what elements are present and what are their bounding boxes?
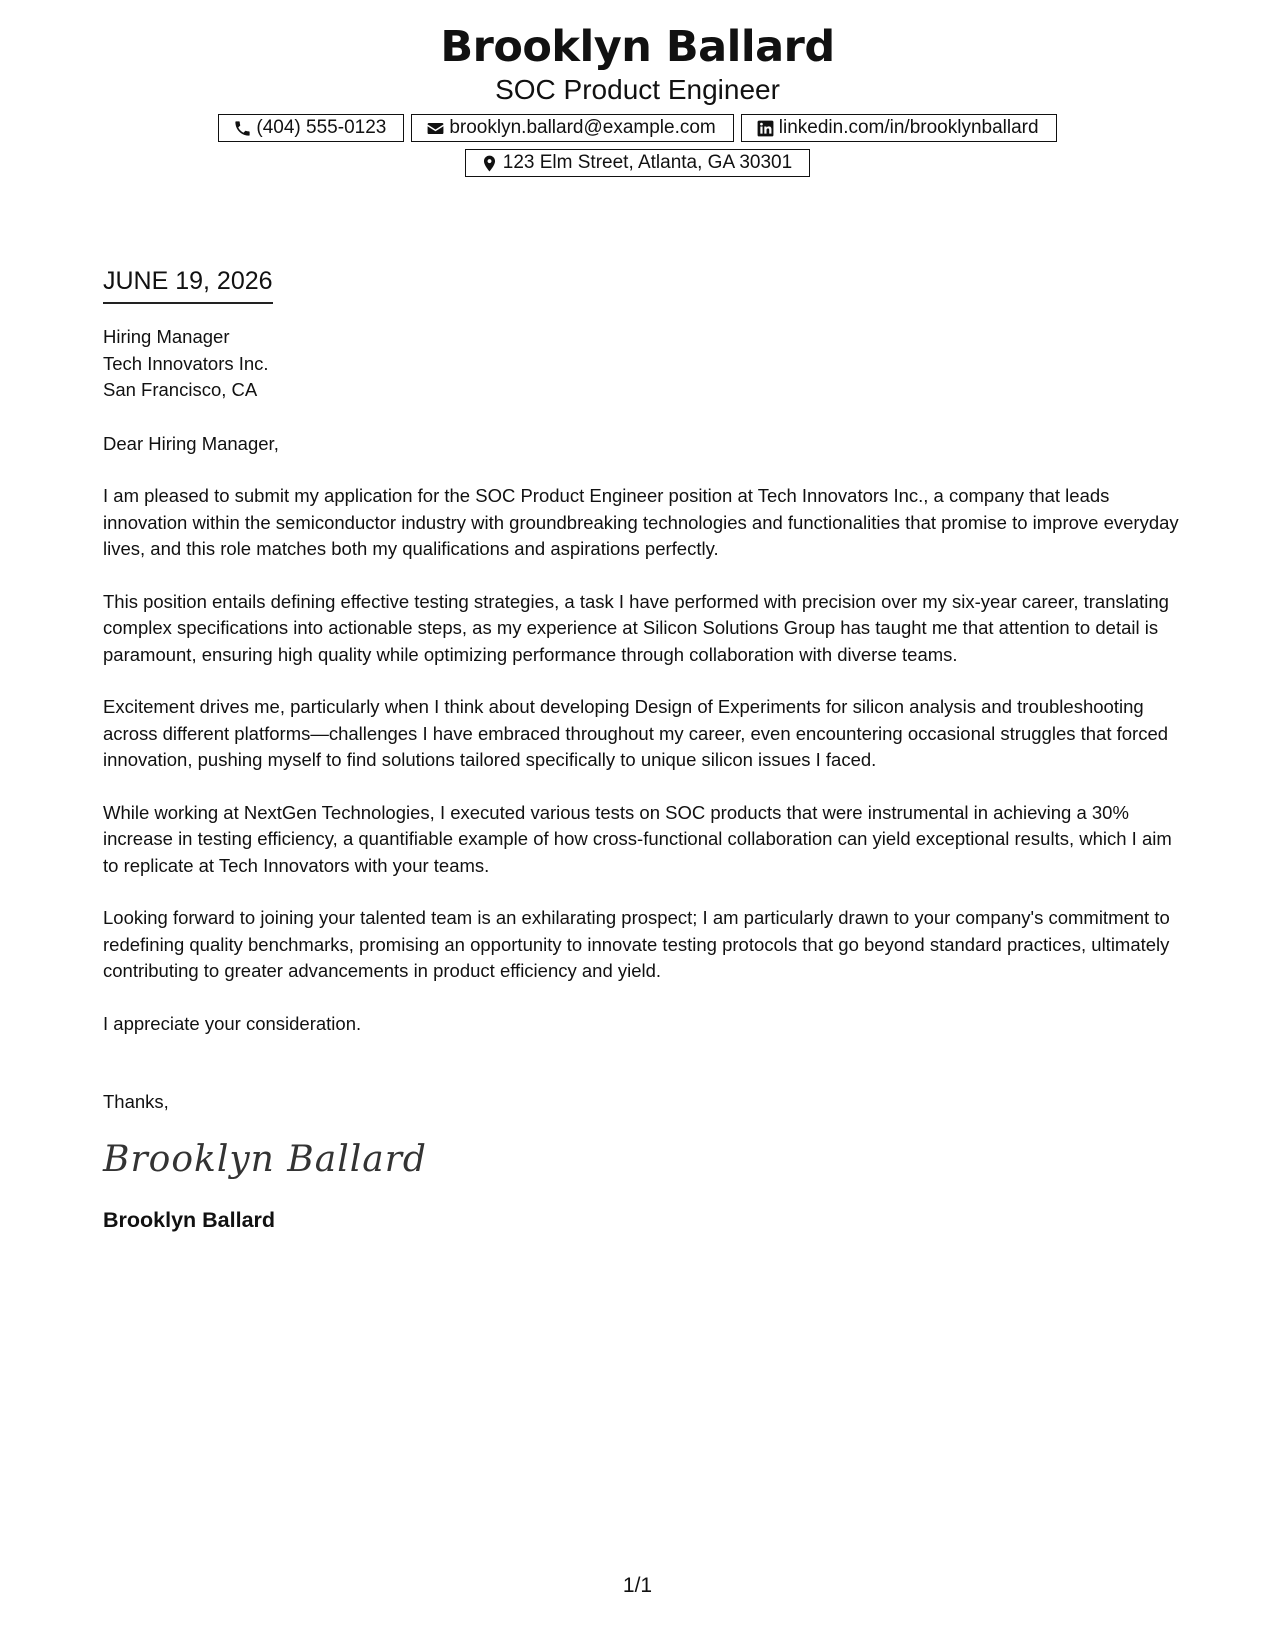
body-paragraph: Looking forward to joining your talented team is an exhilarating prospect; I am particularly drawn to your company's commitment to redefining quality benchmarks, promising an opportunity to innovate testing protocols that go beyond standard practices, ultimately contributing to greater advancements in product efficiency and yield. xyxy=(103,907,1170,981)
linkedin-icon xyxy=(756,119,775,138)
contact-row-address xyxy=(0,149,1275,177)
phone-text[interactable]: (404) 555-0123 xyxy=(256,117,387,138)
closing: Thanks, xyxy=(103,1091,169,1112)
letter-date: JUNE 19, 2026 xyxy=(103,266,273,304)
map-pin-icon xyxy=(480,154,499,173)
recipient-line: San Francisco, CA xyxy=(103,379,258,400)
applicant-title: SOC Product Engineer xyxy=(495,74,780,105)
address-chip xyxy=(465,149,810,177)
body-paragraph: While working at NextGen Technologies, I executed various tests on SOC products that were instrumental in achieving a 30% increase in testing efficiency, a quantifiable example of how cross-functional collaboration can yield exceptional results, which I aim to replicate at Tech Innovators with your teams. xyxy=(103,801,1172,876)
signed-name: Brooklyn Ballard xyxy=(103,1207,276,1232)
recipient-line: Tech Innovators Inc. xyxy=(103,352,269,374)
contact-row xyxy=(0,114,1275,142)
body-paragraph: I appreciate your consideration. xyxy=(103,1012,362,1034)
recipient-line: Hiring Manager xyxy=(103,326,230,347)
letter-body xyxy=(103,266,1183,1234)
phone-chip xyxy=(218,114,404,142)
page-number: 1/1 xyxy=(622,1574,653,1597)
email-chip xyxy=(411,114,733,142)
body-paragraph: Excitement drives me, particularly when I think about developing Design of Experiments for silicon analysis and troubleshooting across different platforms—challenges I have embraced throughout my career, even encountering occasional struggles that forced innovation, pushing myself to find solutions tailored specifically to unique silicon issues I faced. xyxy=(103,696,1169,770)
salutation: Dear Hiring Manager, xyxy=(103,432,279,454)
body-paragraph: This position entails defining effective testing strategies, a task I have performed with precision over my six-year career, translating complex specifications into actionable steps, as my experience at Silicon Solutions Group has taught me that attention to detail is paramount, ensuring high quality while optimizing performance through collaboration with diverse teams. xyxy=(103,590,1169,665)
address-text: 123 Elm Street, Atlanta, GA 30301 xyxy=(502,152,793,173)
envelope-icon xyxy=(426,119,445,138)
body-paragraph: I am pleased to submit my application for the SOC Product Engineer position at Tech Innovators Inc., a company that leads innovation within the semiconductor industry with groundbreaking technologies and functionalities that promise to improve everyday lives, and this role matches both my qualifications and aspirations perfectly. xyxy=(103,485,1179,559)
letter-header xyxy=(0,20,1275,177)
applicant-name: Brooklyn Ballard xyxy=(440,22,835,72)
phone-icon xyxy=(233,119,252,138)
recipient-block xyxy=(103,324,1183,404)
handwritten-signature: Brooklyn Ballard xyxy=(103,1138,427,1180)
linkedin-text[interactable]: linkedin.com/in/brooklynballard xyxy=(778,117,1039,138)
email-text[interactable]: brooklyn.ballard@example.com xyxy=(449,117,716,138)
linkedin-chip xyxy=(741,114,1057,142)
